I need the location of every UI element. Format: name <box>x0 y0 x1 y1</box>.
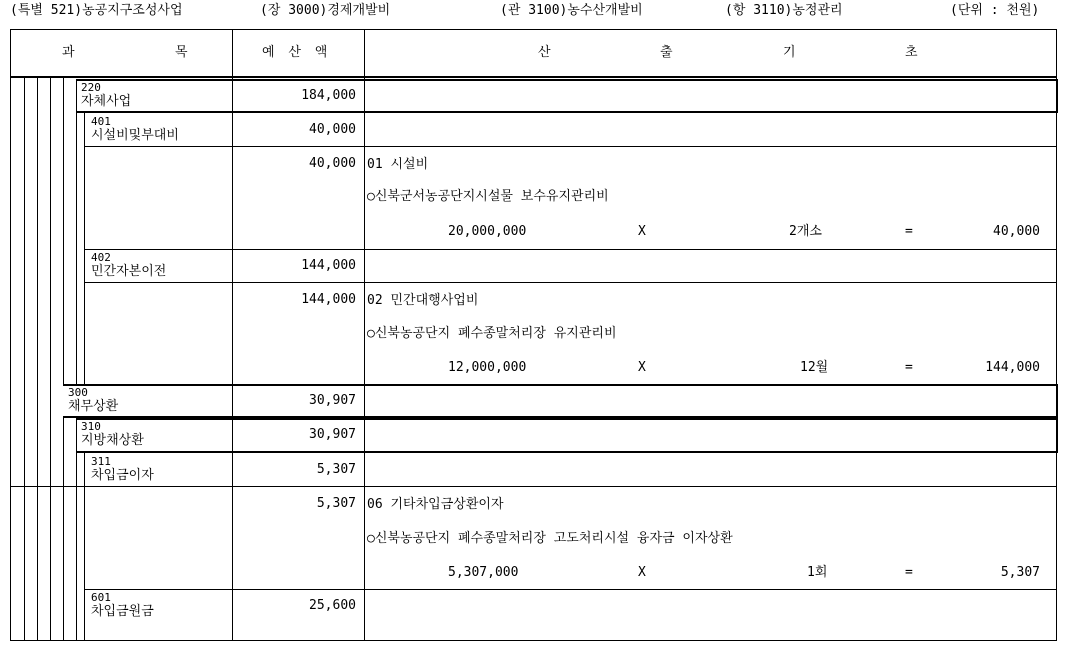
indent-line-2 <box>37 77 38 641</box>
indent-line-4a <box>63 77 64 385</box>
budget-col-divider <box>232 29 233 641</box>
r402-name: 민간자본이전 <box>91 264 167 279</box>
r300-right <box>1056 384 1058 418</box>
r402-code: 402 <box>91 251 111 264</box>
r402-amount: 144,000 <box>301 258 356 273</box>
d01-total: 40,000 <box>993 224 1040 239</box>
r401-name: 시설비및부대비 <box>91 128 179 143</box>
col-subject-b: 목 <box>175 45 188 60</box>
r220-amount: 184,000 <box>301 88 356 103</box>
indent-line-6b <box>84 453 85 641</box>
r220-bottom <box>76 111 1057 113</box>
r310-amount: 30,907 <box>309 427 356 442</box>
d06-equals: = <box>905 565 913 580</box>
gwan-label: (관 3100)농수산개발비 <box>500 3 643 18</box>
table-bottom-border <box>10 640 1057 641</box>
d01-unit-price: 20,000,000 <box>448 224 527 239</box>
d01-title: 01 시설비 <box>367 157 429 172</box>
r310-bottom <box>76 451 1057 453</box>
d06-amount: 5,307 <box>316 496 356 511</box>
r310-top <box>76 418 1057 420</box>
r300-code: 300 <box>68 386 88 399</box>
d02-unit-price: 12,000,000 <box>448 360 527 375</box>
d06-times: X <box>638 565 646 580</box>
indent-line-4b <box>63 418 64 641</box>
jang-label: (장 3000)경제개발비 <box>260 3 391 18</box>
right-border <box>1056 29 1057 641</box>
col-budget: 예 산 액 <box>262 45 331 60</box>
d06-unit-price: 5,307,000 <box>448 565 519 580</box>
header-bottom-border <box>10 76 1057 78</box>
indent-line-3 <box>50 77 51 641</box>
r300-name: 채무상환 <box>68 399 119 414</box>
col-basis-2: 출 <box>660 45 673 60</box>
r601-code: 601 <box>91 591 111 604</box>
d06-title: 06 기타차입금상환이자 <box>367 497 504 512</box>
d02-title: 02 민간대행사업비 <box>367 293 479 308</box>
r311-name: 차입금이자 <box>91 468 154 483</box>
d01-amount: 40,000 <box>309 156 356 171</box>
r401-amount: 40,000 <box>309 122 356 137</box>
r220-top <box>76 79 1057 81</box>
indent-line-5a <box>76 79 77 385</box>
r401-code: 401 <box>91 115 111 128</box>
d01-bottom <box>84 249 1057 250</box>
r310-right <box>1056 418 1058 453</box>
d02-qty: 12월 <box>800 360 829 375</box>
r402-bottom <box>84 282 1057 283</box>
table-top-border <box>10 29 1057 30</box>
unit-label: (단위 : 천원) <box>950 3 1040 18</box>
r311-bottom <box>10 486 1057 487</box>
d02-total: 144,000 <box>985 360 1040 375</box>
indent-line-1 <box>24 77 25 641</box>
left-border <box>10 29 11 641</box>
basis-col-divider <box>364 29 365 641</box>
r300-amount: 30,907 <box>309 393 356 408</box>
r311-code: 311 <box>91 455 111 468</box>
hang-label: (항 3110)농정관리 <box>725 3 843 18</box>
d06-bottom <box>84 589 1057 590</box>
d01-equals: = <box>905 224 913 239</box>
d02-equals: = <box>905 360 913 375</box>
r601-name: 차입금원금 <box>91 604 154 619</box>
col-subject-a: 과 <box>62 45 75 60</box>
d01-times: X <box>638 224 646 239</box>
d02-times: X <box>638 360 646 375</box>
r220-right <box>1056 79 1058 113</box>
d01-item: ○신북군서농공단지시설물 보수유지관리비 <box>367 189 609 204</box>
d06-item: ○신북농공단지 폐수종말처리장 고도처리시설 융자금 이자상환 <box>367 531 733 546</box>
r220-code: 220 <box>81 81 101 94</box>
col-basis-1: 산 <box>538 45 551 60</box>
d02-amount: 144,000 <box>301 292 356 307</box>
d06-qty: 1회 <box>807 565 828 580</box>
r401-bottom <box>84 146 1057 147</box>
r310-code: 310 <box>81 420 101 433</box>
r310-name: 지방채상환 <box>81 433 144 448</box>
col-basis-3: 기 <box>783 45 796 60</box>
r220-name: 자체사업 <box>81 94 132 109</box>
d01-qty: 2개소 <box>789 224 822 239</box>
r311-amount: 5,307 <box>316 462 356 477</box>
r300-top <box>63 384 1057 386</box>
d06-total: 5,307 <box>1000 565 1040 580</box>
r601-amount: 25,600 <box>309 598 356 613</box>
d02-item: ○신북농공단지 폐수종말처리장 유지관리비 <box>367 326 617 341</box>
special-account-label: (특별 521)농공지구조성사업 <box>10 3 183 18</box>
col-basis-4: 초 <box>905 45 918 60</box>
